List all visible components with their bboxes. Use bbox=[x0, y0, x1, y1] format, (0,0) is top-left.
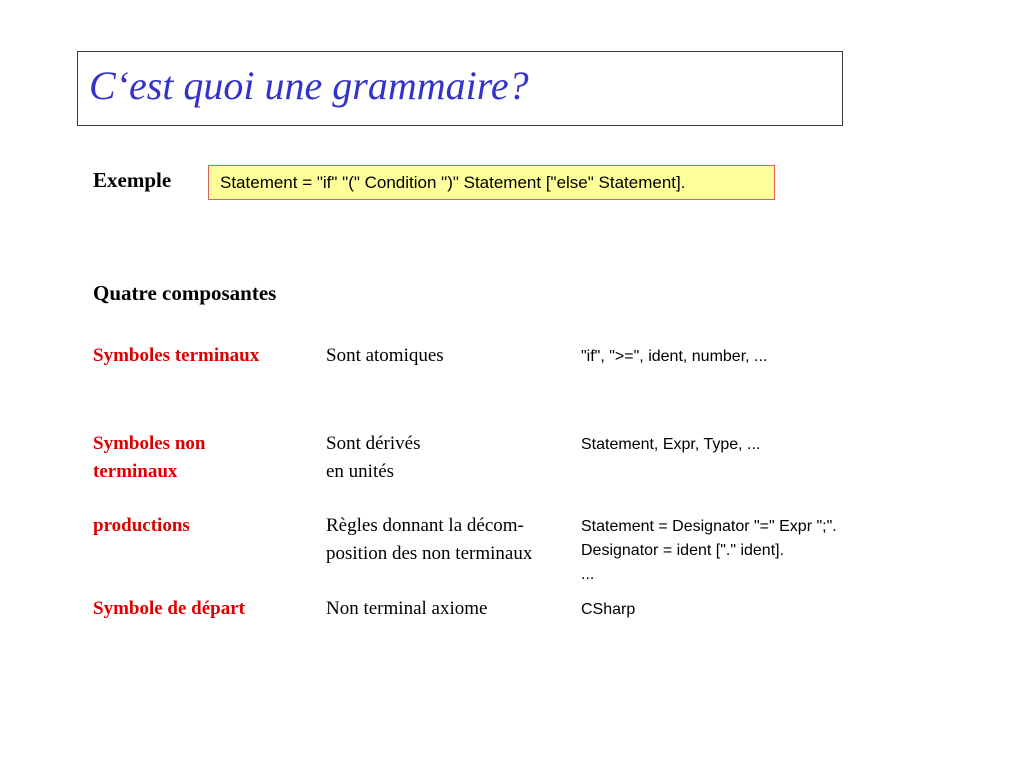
term-line: Symboles non bbox=[93, 433, 206, 454]
section-heading: Quatre composantes bbox=[93, 281, 277, 305]
example-rule-box: Statement = "if" "(" Condition ")" Statement ["else" Statement]. bbox=[208, 165, 775, 200]
examples-terminal-symbols bbox=[581, 345, 767, 369]
example-line: Statement = Designator "=" Expr ";". bbox=[581, 518, 837, 535]
description-productions bbox=[326, 512, 532, 568]
term-line: productions bbox=[93, 515, 190, 536]
description-start-symbol bbox=[326, 595, 487, 623]
examples-nonterminal-symbols bbox=[581, 433, 760, 457]
description-terminal-symbols bbox=[326, 342, 444, 370]
term-start-symbol bbox=[93, 595, 245, 623]
examples-start-symbol bbox=[581, 598, 635, 622]
description-line: position des non terminaux bbox=[326, 543, 533, 564]
description-nonterminal-symbols bbox=[326, 430, 420, 486]
term-line: Symboles terminaux bbox=[93, 345, 260, 366]
slide-title: C‘est quoi une grammaire? bbox=[89, 63, 529, 108]
description-line: en unités bbox=[326, 461, 395, 482]
example-label: Exemple bbox=[93, 168, 172, 192]
title-box bbox=[77, 51, 843, 126]
examples-productions bbox=[581, 515, 837, 587]
term-line: terminaux bbox=[93, 461, 178, 482]
example-line: "if", ">=", ident, number, ... bbox=[581, 348, 768, 365]
example-line: Statement, Expr, Type, ... bbox=[581, 436, 761, 453]
description-line: Sont dérivés bbox=[326, 433, 421, 454]
description-line: Non terminal axiome bbox=[326, 598, 488, 619]
term-terminal-symbols bbox=[93, 342, 259, 370]
description-line: Sont atomiques bbox=[326, 345, 444, 366]
example-line: ... bbox=[581, 566, 595, 583]
example-line: CSharp bbox=[581, 601, 636, 618]
term-line: Symbole de départ bbox=[93, 598, 245, 619]
example-line: Designator = ident ["." ident]. bbox=[581, 542, 785, 559]
term-nonterminal-symbols bbox=[93, 430, 205, 486]
description-line: Règles donnant la décom- bbox=[326, 515, 524, 536]
term-productions bbox=[93, 512, 190, 540]
